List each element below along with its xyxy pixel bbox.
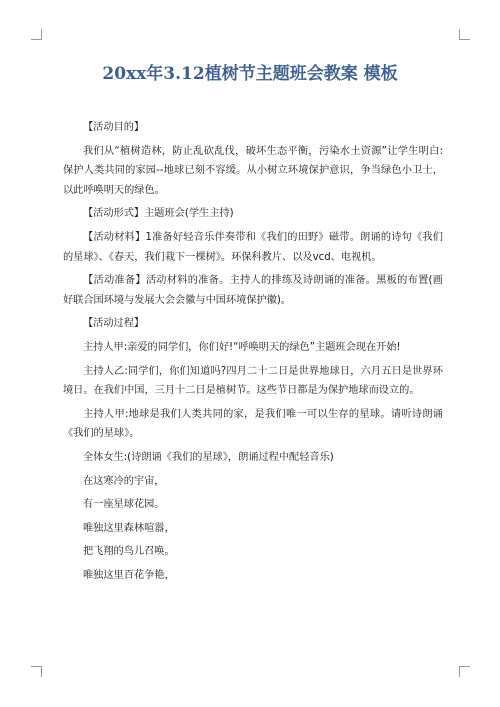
- paragraph-activity-process-heading: 【活动过程】: [83, 318, 145, 330]
- poem-line: 有一座星球花园。: [83, 499, 165, 511]
- paragraph-activity-preparation: 【活动准备】活动材料的准备。主持人的排练及诗朗诵的准备。黑板的布置(画好联合国环境与发展大会会徽与中国环境保护徽)。: [63, 275, 443, 306]
- crop-mark-bottom-right: [459, 666, 470, 677]
- crop-mark-bottom-left: [31, 666, 42, 677]
- poem-line: 唯独这里森林喧嚣，: [83, 522, 175, 534]
- paragraph-host-b-holidays: 主持人乙:同学们，你们知道吗?四月二十二日是世界地球日，六月五日是世界环境日。在我们中国，三月十二日是植树节。这些节日都是为保护地球而设立的。: [63, 365, 443, 397]
- crop-mark-top-left: [31, 29, 42, 40]
- document-title: 20xx年3.12植树节主题班会教案 模板: [102, 64, 398, 84]
- paragraph-host-a-planet: 主持人甲:地球是我们人类共同的家，是我们唯一可以生存的星球。请听诗朗诵《我们的星球》。: [63, 408, 443, 440]
- paragraph-host-a-opening: 主持人甲:亲爱的同学们，你们好!“呼唤明天的绿色”主题班会现在开始!: [83, 341, 401, 353]
- paragraph-activity-purpose: 我们从“植树造林，防止乱砍乱伐，破坏生态平衡，污染水土资源”让学生明白:保护人类共同的家园--地球已刻不容缓。从小树立环境保护意识，争当绿色小卫士，以此呼唤明天的绿色。: [63, 145, 443, 196]
- crop-mark-top-right: [459, 29, 470, 40]
- document-body: [63, 118, 443, 585]
- poem-line: 在这寒冷的宇宙，: [83, 475, 165, 487]
- paragraph-activity-purpose-heading: 【活动目的】: [83, 122, 145, 133]
- poem-line: 把飞翔的鸟儿召唤。: [83, 546, 175, 558]
- poem-line: 唯独这里百花争艳，: [83, 569, 175, 581]
- paragraph-activity-form: 【活动形式】主题班会(学生主持): [83, 208, 234, 220]
- paragraph-girls-recitation: 全体女生:(诗朗诵《我们的星球》，朗诵过程中配轻音乐): [83, 451, 334, 463]
- paragraph-activity-materials: 【活动材料】1准备好轻音乐伴奏带和《我们的田野》磁带。朗诵的诗句《我们的星球》、《春天，我们栽下一棵树》。环保科教片、以及vcd、电视机。: [63, 231, 443, 263]
